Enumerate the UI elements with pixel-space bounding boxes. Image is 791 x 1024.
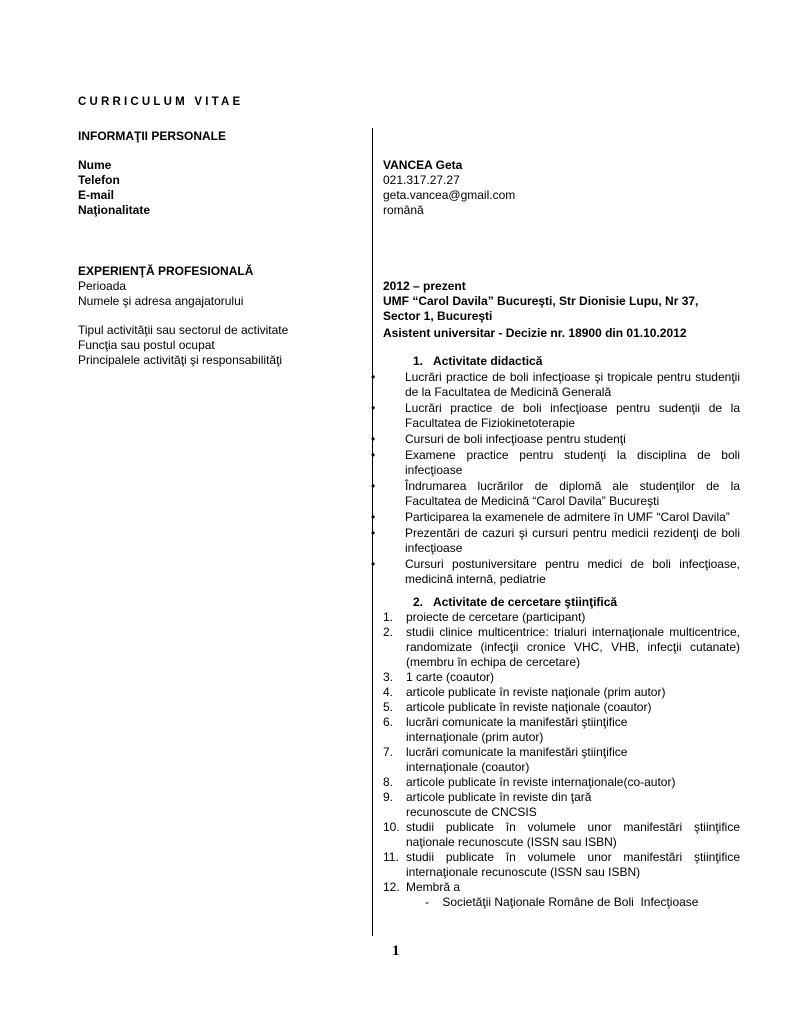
list-item: 8. articole publicate în reviste internaţionale(co-autor) — [383, 775, 676, 789]
label-responsibilities: Principalele activităţi şi responsabilităţi — [78, 353, 283, 367]
subsection-title: Activitate didactică — [433, 354, 543, 368]
list-item: 12. Membră a — [383, 880, 461, 894]
subsection-title: Activitate de cercetare ştiinţifică — [433, 595, 618, 609]
list-item: 5. articole publicate în reviste naţionale (coautor) — [383, 700, 652, 714]
list-item: • Cursuri postuniversitare pentru medici de boli infecţioase, medicină internă, pediatrie — [371, 557, 740, 586]
list-item: • Examene practice pentru studenţi la disciplina de boli infecţioase — [371, 448, 740, 477]
subsection-heading-teaching — [383, 354, 740, 369]
label-period: Perioada — [78, 279, 127, 293]
value-employer: UMF “Carol Davila” Bucureşti, Str Dionisie Lupu, Nr 37, Sector 1, Bucureşti — [383, 294, 699, 323]
label-phone: Telefon — [78, 173, 120, 187]
label-name: Nume — [78, 158, 112, 172]
list-item: 11. studii publicate în volumele unor manifestări ştiinţifice internaţionale recunoscute (ISSN sau ISBN) — [383, 850, 740, 879]
teaching-list — [371, 370, 740, 587]
list-item: • Lucrări practice de boli infecţioase pentru sudenţii de la Facultatea de Fiziokinetoterapie — [371, 401, 740, 430]
list-item: • Îndrumarea lucrărilor de diplomă ale studenţilor de la Facultatea de Medicină “Carol Davila” Bucureşti — [371, 479, 740, 508]
list-item: 7. lucrări comunicate la manifestări ştiinţifice internaţionale (coautor) — [383, 745, 628, 774]
list-item: • Participarea la examenele de admitere în UMF “Carol Davila” — [371, 510, 730, 524]
personal-labels — [78, 158, 368, 218]
section-heading-personal: INFORMAŢII PERSONALE — [78, 129, 227, 143]
label-position: Funcţia sau postul ocupat — [78, 338, 215, 352]
page-number: 1 — [392, 943, 400, 959]
value-name: VANCEA Geta — [383, 158, 463, 172]
membership-item: - Societăţii Naţionale Române de Boli Infecţioase — [425, 895, 699, 909]
list-item: • Lucrări practice de boli infecţioase şi tropicale pentru studenţii de la Facultatea de Medicină Generală — [371, 370, 740, 399]
value-nationality: română — [383, 203, 424, 217]
list-item: • Cursuri de boli infecţioase pentru studenţi — [371, 432, 626, 446]
subsection-number: 1. — [413, 354, 424, 368]
label-activity-type: Tipul activităţii sau sectorul de activitate — [78, 323, 289, 337]
bullet-icon: • — [371, 510, 376, 524]
value-email: geta.vancea@gmail.com — [383, 188, 516, 202]
subsection-heading-research — [383, 595, 740, 610]
document-title: CURRICULUM VITAE — [78, 96, 244, 108]
list-item: 6. lucrări comunicate la manifestări ştiinţifice internaţionale (prim autor) — [383, 715, 628, 744]
experience-values — [371, 279, 740, 910]
list-item: 4. articole publicate în reviste naţionale (prim autor) — [383, 685, 666, 699]
list-item: 1. proiecte de cercetare (participant) — [383, 610, 586, 624]
list-item: 9. articole publicate în reviste din ţară recunoscute de CNCSIS — [383, 790, 592, 819]
bullet-icon: • — [371, 370, 376, 384]
label-nationality: Naţionalitate — [78, 203, 151, 217]
bullet-icon: • — [371, 479, 376, 493]
personal-values — [383, 158, 740, 218]
label-employer: Numele şi adresa angajatorului — [78, 294, 244, 308]
list-item: 2. studii clinice multicentrice: trialuri internaţionale multicentrice, randomizate (infecţii cronice VHC, VHB, infecţii cutanate) (membru în echipa de cercetare) — [383, 625, 740, 669]
list-item: 3. 1 carte (coautor) — [383, 670, 495, 684]
experience-labels — [78, 279, 368, 368]
value-position: Asistent universitar - Decizie nr. 18900 din 01.10.2012 — [383, 326, 687, 340]
list-item: 10. studii publicate în volumele unor manifestări ştiinţifice naţionale recunoscute (ISSN sau ISBN) — [383, 820, 740, 849]
label-email: E-mail — [78, 188, 115, 202]
bullet-icon: • — [371, 432, 376, 446]
list-item: • Prezentări de cazuri şi cursuri pentru medicii rezidenţi de boli infecţioase — [371, 526, 740, 555]
research-list — [383, 610, 740, 895]
bullet-icon: • — [371, 401, 376, 415]
value-period: 2012 – prezent — [383, 279, 466, 293]
section-heading-experience: EXPERIENŢĂ PROFESIONALĂ — [78, 264, 254, 278]
subsection-number: 2. — [413, 595, 424, 609]
value-phone: 021.317.27.27 — [383, 173, 460, 187]
bullet-icon: • — [371, 448, 376, 462]
bullet-icon: • — [371, 526, 376, 540]
bullet-icon: • — [371, 557, 376, 571]
